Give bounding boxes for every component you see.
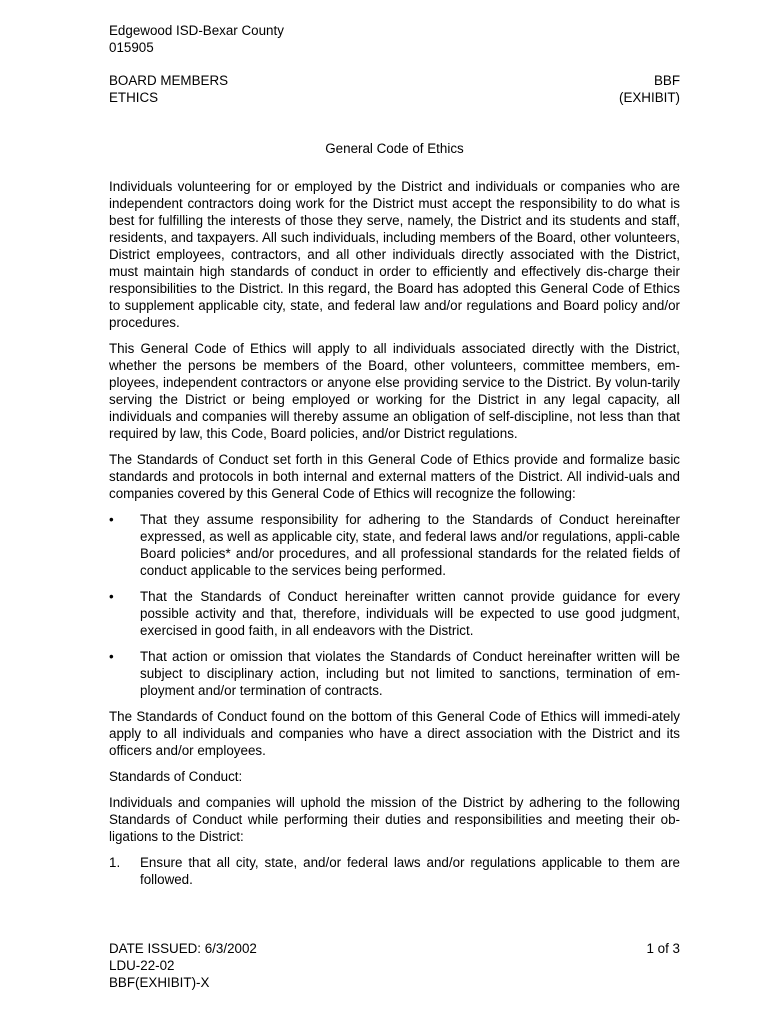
bullet-item <box>109 588 680 639</box>
bullet-item <box>109 648 680 699</box>
document-title: General Code of Ethics <box>325 141 464 156</box>
standards-intro: Individuals and companies will uphold the mission of the District by adhering to the following Standards of Conduct while performing their duties and responsibilities and meeting their ob-ligations to the District: <box>109 795 680 844</box>
standard-number: 1. <box>109 855 121 870</box>
policy-code-block <box>619 72 680 106</box>
footer-reference: BBF(EXHIBIT)-X <box>109 975 210 990</box>
bullet-icon: • <box>109 649 114 664</box>
paragraph-closing: The Standards of Conduct found on the bottom of this General Code of Ethics will immedi-ately apply to all individuals and companies who have a direct association with the District and its officers and/or employees. <box>109 709 680 758</box>
paragraph-scope: This General Code of Ethics will apply to all individuals associated directly with the District, whether the persons be members of the Board, other volunteers, committee members, em-ployees, independent contractors or anyone else providing service to the District. By volun-tarily serving the District or being employed or working for the District in any legal capacity, all individuals and companies will thereby assume an obligation of self-discipline, not less than that required by law, this Code, Board policies, and/or District regulations. <box>109 341 680 441</box>
date-issued: DATE ISSUED: 6/3/2002 <box>109 941 257 956</box>
bullet-item <box>109 511 680 579</box>
bullet-icon: • <box>109 512 114 527</box>
paragraph-intro: Individuals volunteering for or employed by the District and individuals or companies who are independent contractors doing work for the District must accept the responsibility to do what is best for fulfilling the interests of those they serve, namely, the District and its students and staff, residents, and taxpayers. All such individuals, including members of the Board, other volunteers, District employees, contractors, and all other individuals directly associated with the District, must maintain high standards of conduct in order to efficiently and effectively dis-charge their responsibilities to the District. In this regard, the Board has adopted this General Code of Ethics to supplement applicable city, state, and federal law and/or regulations and Board policy and/or procedures. <box>109 179 680 330</box>
bullet-icon: • <box>109 589 114 604</box>
footer-left <box>109 940 257 991</box>
policy-type: (EXHIBIT) <box>618 90 680 105</box>
bullet-text: That they assume responsibility for adhering to the Standards of Conduct hereinafter expressed, as well as applicable city, state, and federal laws and/or regulations, appli-cable Board policies* and/or procedures, and all professional standards for the related fields of conduct applicable to the services being performed. <box>140 512 680 578</box>
footer-right <box>646 940 680 957</box>
district-code: 015905 <box>109 40 154 55</box>
paragraph-standards: The Standards of Conduct set forth in this General Code of Ethics provide and formalize basic standards and protocols in both internal and external matters of the District. All individ-uals and companies covered by this General Code of Ethics will recognize the following: <box>109 452 680 501</box>
standard-text: Ensure that all city, state, and/or federal laws and/or regulations applicable to them are followed. <box>140 855 680 887</box>
ldu-code: LDU-22-02 <box>109 958 175 973</box>
district-name: Edgewood ISD-Bexar County <box>109 23 284 38</box>
bullet-text: That the Standards of Conduct hereinafter written cannot provide guidance for every possible activity and that, therefore, individuals will be expected to use good judgment, exercised in good faith, in all endeavors with the District. <box>140 589 680 638</box>
subsection-name: ETHICS <box>109 90 159 105</box>
section-name: BOARD MEMBERS <box>109 73 229 88</box>
document-body <box>109 140 680 888</box>
section-heading <box>109 72 228 106</box>
page-number: 1 of 3 <box>646 941 680 956</box>
standard-item <box>109 854 680 888</box>
standards-heading: Standards of Conduct: <box>109 769 243 784</box>
standards-list <box>109 854 680 888</box>
header-left <box>109 22 284 56</box>
policy-code: BBF <box>653 73 680 88</box>
bullet-list <box>109 511 680 699</box>
bullet-text: That action or omission that violates the Standards of Conduct hereinafter written will be subject to disciplinary action, including but not limited to sanctions, termination of em-ployment and/or termination of contracts. <box>140 649 680 698</box>
